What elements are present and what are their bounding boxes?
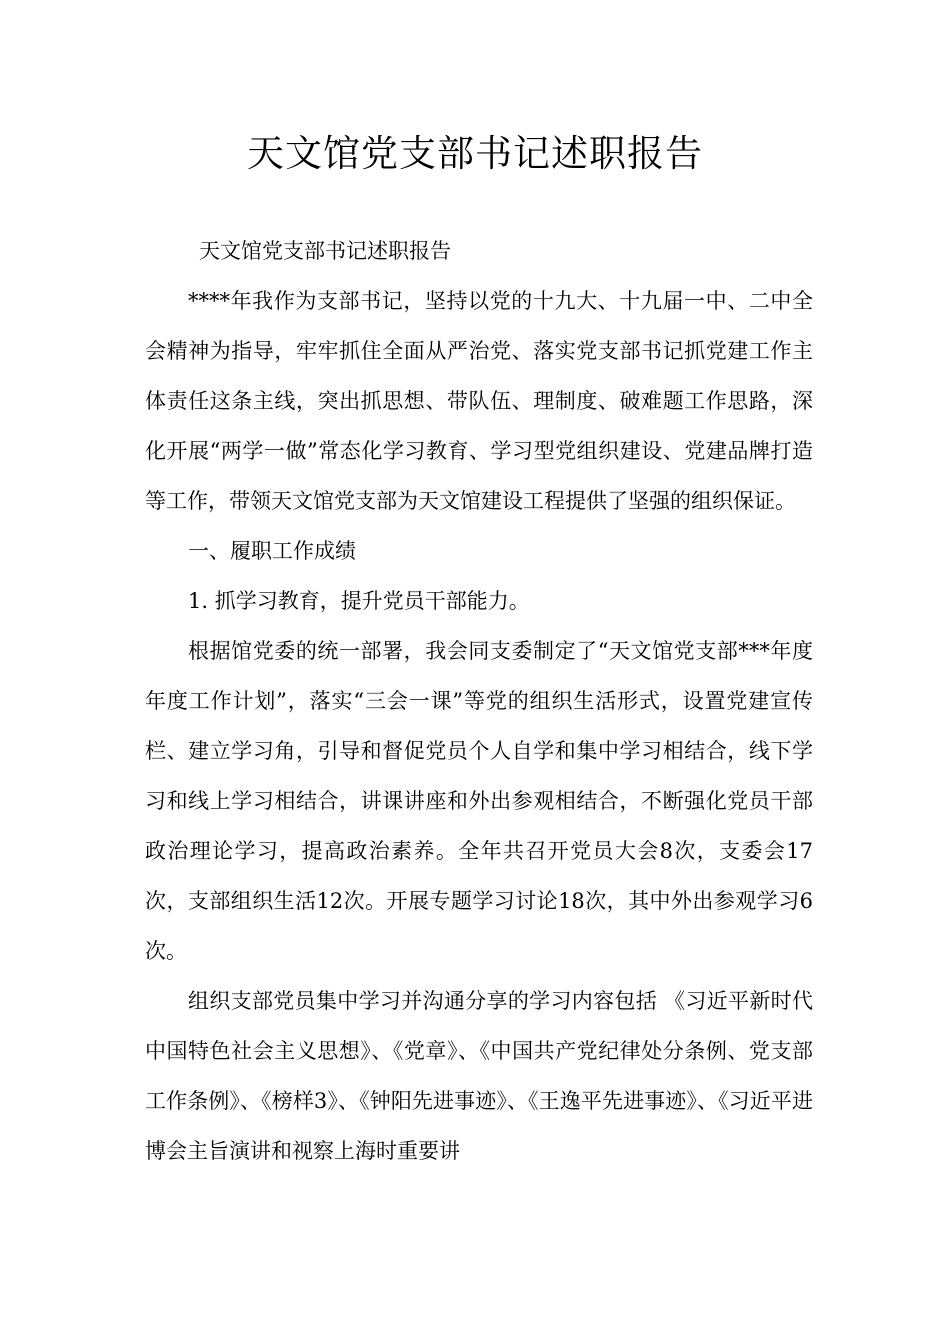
document-title: 天文馆党支部书记述职报告 [247,132,703,175]
document-body [145,226,813,1176]
intro-paragraph: ****年我作为支部书记，坚持以党的十九大、十九届一中、二中全会精神为指导，牢牢抓住全面从严治党、落实党支部书记抓党建工作主体责任这条主线，突出抓思想、带队伍、理制度、破难题工作思路，深化开展“两学一做”常态化学习教育、学习型党组织建设、党建品牌打造等工作，带领天文馆党支部为天文馆建设工程提供了坚强的组织保证。 [145,289,813,513]
document-subtitle: 天文馆党支部书记述职报告 [199,239,451,263]
subsection-heading: 1. 抓学习教育，提升党员干部能力。 [188,589,530,613]
section-heading: 一、履职工作成绩 [188,539,356,563]
body-paragraph: 组织支部党员集中学习并沟通分享的学习内容包括 《习近平新时代中国特色社会主义思想》、《党章》、《中国共产党纪律处分条例、党支部工作条例》、《榜样3》、《钟阳先进事迹》、《王逸平先进事迹》、《习近平进博会主旨演讲和视察上海时重要讲 [145,989,813,1163]
body-paragraph: 根据馆党委的统一部署，我会同支委制定了“天文馆党支部***年度年度工作计划”，落实“三会一课”等党的组织生活形式，设置党建宣传栏、建立学习角，引导和督促党员个人自学和集中学习相结合，线下学习和线上学习相结合，讲课讲座和外出参观相结合，不断强化党员干部政治理论学习，提高政治素养。全年共召开党员大会8次，支委会17次，支部组织生活12次。开展专题学习讨论18次，其中外出参观学习6次。 [145,639,813,963]
